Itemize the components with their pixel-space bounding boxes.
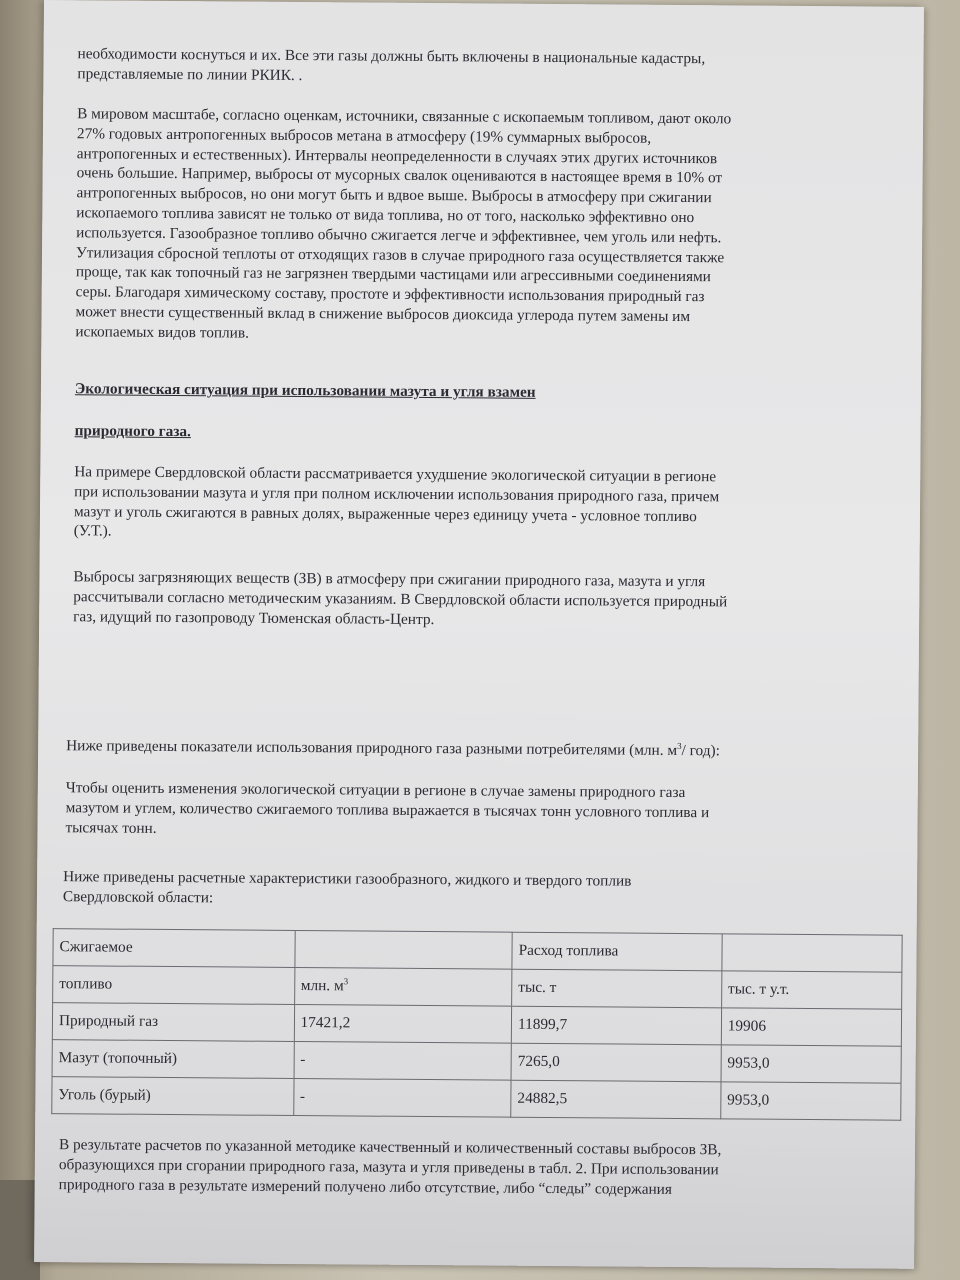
paper-sheet — [34, 0, 924, 1269]
paragraph-gas-usage-intro — [66, 736, 876, 762]
mass-cell: 7265,0 — [511, 1043, 721, 1082]
header-cell: Сжигаемое — [53, 929, 295, 968]
standard-fuel-cell: 9953,0 — [721, 1045, 901, 1083]
paragraph-sverdlovsk-example: На примере Свердловской области рассматривается ухудшение экологической ситуации в регионе при использовании мазута и угля при полном исключении использования природного газа, причем мазут и уголь сжигаются в равных долях, выраженные через единицу учета - условное топливо (У.Т.). — [73, 463, 720, 540]
header-cell — [294, 967, 512, 1006]
paragraph-results: В результате расчетов по указанной методике качественный и количественный составы выбросов ЗВ, образующихся при сгорании природного газа, мазута и угля приведены в табл. 2. При использовании природного газа в результате измерений получено либо отсутствие, либо “следы” содержания — [58, 1136, 722, 1198]
fuel-name-cell: Уголь (бурый) — [52, 1077, 294, 1116]
fuel-name-cell: Мазут (топочный) — [52, 1040, 294, 1079]
section-heading-line1: Экологическая ситуация при использовании мазута и угля взамен — [74, 380, 536, 401]
header-cell — [722, 934, 902, 972]
paragraph-fuel-units: Чтобы оценить изменения экологической ситуации в регионе в случае замены природного газа мазутом и углем, количество сжигаемого топлива выражается в тысячах тонн условного топлива и тысячах тонн. — [65, 779, 710, 837]
paragraph-table-intro: Ниже приведены расчетные характеристики газообразного, жидкого и твердого топлив Свердловской области: — [62, 868, 632, 907]
section-heading-line2: природного газа. — [74, 422, 191, 441]
gas-usage-text: Ниже приведены показатели использования природного газа разными потребителями (млн. м — [66, 737, 678, 759]
volume-cell: - — [293, 1078, 511, 1117]
header-cell — [294, 930, 512, 969]
header-cell: тыс. т у.т. — [721, 971, 901, 1009]
unit-text: млн. м — [300, 977, 344, 995]
volume-cell: 17421,2 — [294, 1004, 512, 1043]
paragraph-methane-emissions: В мировом масштабе, согласно оценкам, источники, связанные с ископаемым топливом, дают около 27% годовых антропогенных выбросов метана в атмосферу (19% суммарных выбросов, антропогенных и естественных). Интервалы неопределенности в случаях этих других источников очень большие. Например, выбросы от мусорных свалок оцениваются в настоящее время в 10% от антропогенных выбросов, но они могут быть и вдвое выше. Выбросы в атмосферу при сжигании ископаемого топлива зависят не только от вида топлива, но от того, насколько эффективно оно используется. Газообразное топливо обычно сжигается легче и эффективнее, чем уголь или нефть. Утилизация сбросной теплоты от отходящих газов в случае природного газа осуществляется также проще, так как топочный газ не загрязнен твердыми частицами или агрессивными соединениями серы. Благодаря химическому составу, простоте и эффективности использования природный газ может внести существенный вклад в снижение выбросов диоксида углерода путем замены им ископаемых видов топлив. — [75, 105, 732, 342]
standard-fuel-cell: 9953,0 — [721, 1082, 901, 1120]
mass-cell: 11899,7 — [511, 1006, 721, 1045]
mass-cell: 24882,5 — [511, 1080, 721, 1119]
standard-fuel-cell: 19906 — [721, 1008, 901, 1046]
header-cell: Расход топлива — [512, 932, 722, 971]
gas-usage-superscript: 3 — [677, 740, 682, 751]
paragraph-intro-continuation: необходимости коснуться и их. Все эти газы должны быть включены в национальные кадастры, представляемые по линии РКИК. . — [77, 45, 706, 84]
table-row — [52, 1077, 901, 1121]
header-cell: топливо — [53, 966, 295, 1005]
header-cell: тыс. т — [512, 969, 722, 1008]
unit-superscript: 3 — [343, 976, 349, 987]
fuel-name-cell: Природный газ — [52, 1003, 294, 1042]
gas-usage-tail: / год): — [681, 742, 720, 760]
fuel-consumption-table — [51, 928, 902, 1121]
volume-cell: - — [294, 1041, 512, 1080]
document-body — [58, 44, 888, 1198]
paragraph-pollutant-emissions: Выбросы загрязняющих веществ (ЗВ) в атмосферу при сжигании природного газа, мазута и угля рассчитывали согласно методическим указаниям. В Свердловской области используется природный газ, идущий по газопроводу Тюменская область-Центр. — [73, 568, 728, 628]
